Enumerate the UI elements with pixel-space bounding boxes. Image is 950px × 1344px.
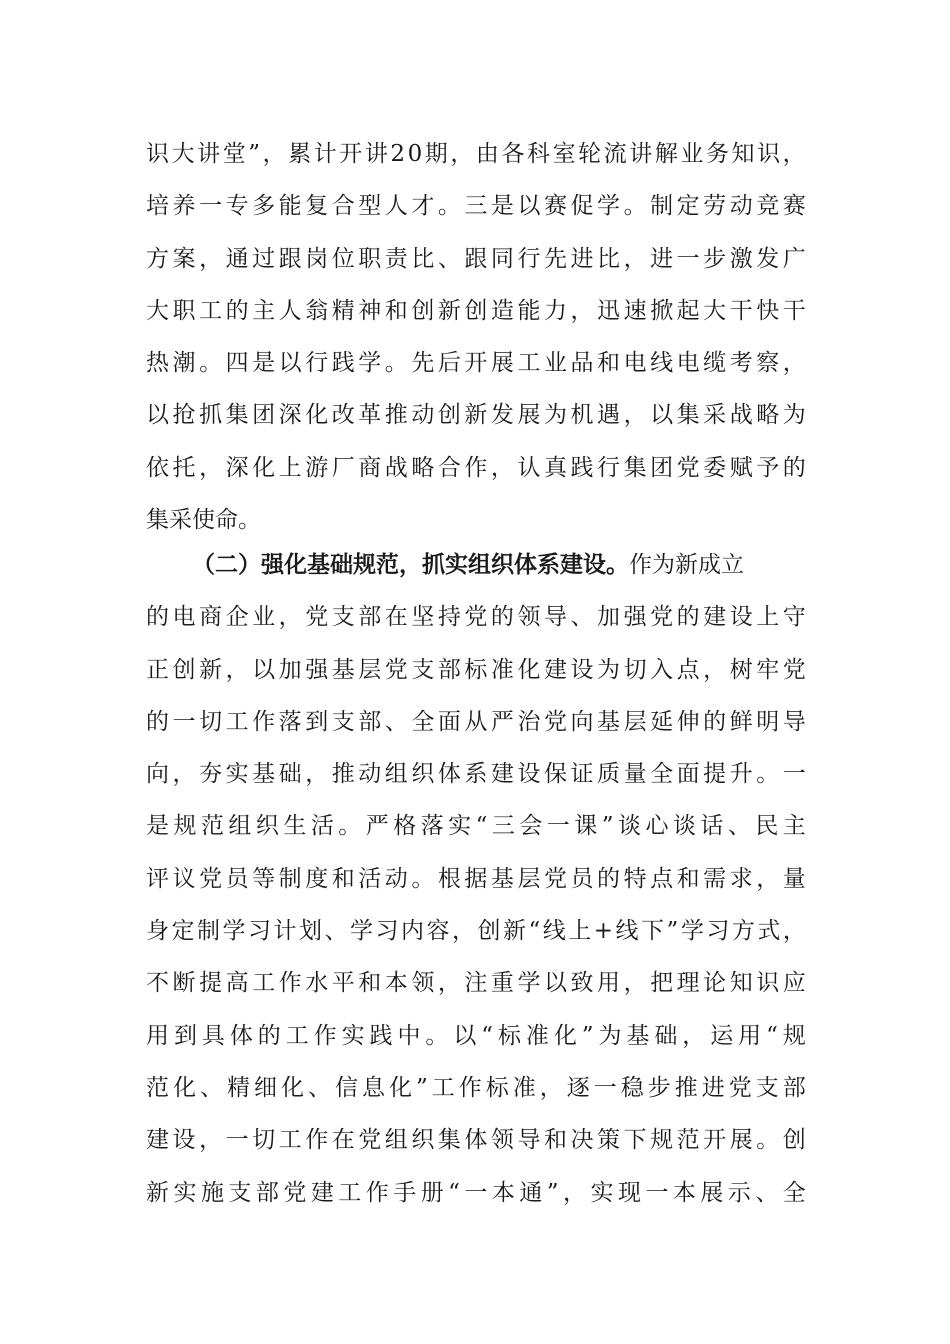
section-first-line-rest: 作为新成立	[629, 552, 744, 578]
paragraph-line: 的 一 切 工 作 落 到 支 部 、 全 面 从 严 治 党 向 基 层 延 伸 的 鲜 明 导	[146, 708, 806, 735]
paragraph-line: 以 抢 抓 集 团 深 化 改 革 推 动 创 新 发 展 为 机 遇 ， 以 集 采 战 略 为	[146, 402, 806, 429]
paragraph-line: 大 职 工 的 主 人 翁 精 神 和 创 新 创 造 能 力 ， 迅 速 掀 起 大 干 快 干	[146, 297, 806, 324]
paragraph-line: 的 电 商 企 业 ， 党 支 部 在 坚 持 党 的 领 导 、 加 强 党 的 建 设 上 守	[146, 604, 806, 631]
paragraph-line: 热 潮 。 四 是 以 行 践 学 。 先 后 开 展 工 业 品 和 电 线 电 缆 考 察 ，	[146, 350, 806, 377]
paragraph-line: 方 案 ， 通 过 跟 岗 位 职 责 比 、 跟 同 行 先 进 比 ， 进 一 步 激 发 广	[146, 245, 806, 272]
paragraph-line: 是 规 范 组 织 生 活 。 严 格 落 实 “ 三 会 一 课 ” 谈 心 谈 话 、 民 主	[146, 813, 806, 840]
paragraph-line: 用 到 具 体 的 工 作 实 践 中 。 以 “ 标 准 化 ” 为 基 础 ， 运 用 “ 规	[146, 1022, 806, 1049]
paragraph-line: 新 实 施 支 部 党 建 工 作 手 册 “ 一 本 通 ” ， 实 现 一 本 展 示 、 全	[146, 1179, 806, 1206]
paragraph-line: 识 大 讲 堂 ” ， 累 计 开 讲 2 0 期 ， 由 各 科 室 轮 流 讲 解 业 务 知 识 ，	[146, 141, 806, 167]
paragraph-line: 培 养 一 专 多 能 复 合 型 人 才 。 三 是 以 赛 促 学 。 制 定 劳 动 竞 赛	[146, 193, 806, 220]
paragraph-line: 范 化 、 精 细 化 、 信 息 化 ” 工 作 标 准 ， 逐 一 稳 步 推 进 党 支 部	[146, 1074, 806, 1101]
paragraph-section-2	[146, 539, 806, 1219]
paragraph-line: 向 ， 夯 实 基 础 ， 推 动 组 织 体 系 建 设 保 证 质 量 全 面 提 升 。 一	[146, 761, 806, 788]
paragraph-line: 身 定 制 学 习 计 划 、 学 习 内 容 ， 创 新 “ 线 上 + 线 下 ” 学 习 方 式 ，	[146, 918, 806, 945]
section-first-line	[146, 539, 806, 591]
paragraph-continued	[146, 128, 806, 546]
paragraph-line: 依 托 ， 深 化 上 游 厂 商 战 略 合 作 ， 认 真 践 行 集 团 党 委 赋 予 的	[146, 454, 806, 481]
paragraph-line: 集采使命。	[146, 507, 261, 534]
paragraph-line: 建 设 ， 一 切 工 作 在 党 组 织 集 体 领 导 和 决 策 下 规 范 开 展 。 创	[146, 1127, 806, 1154]
paragraph-line: 评 议 党 员 等 制 度 和 活 动 。 根 据 基 层 党 员 的 特 点 和 需 求 ， 量	[146, 865, 806, 892]
section-heading: （二）强化基础规范，抓实组织体系建设。	[192, 552, 629, 578]
paragraph-line: 不 断 提 高 工 作 水 平 和 本 领 ， 注 重 学 以 致 用 ， 把 理 论 知 识 应	[146, 970, 806, 997]
paragraph-line: 正 创 新 ， 以 加 强 基 层 党 支 部 标 准 化 建 设 为 切 入 点 ， 树 牢 党	[146, 656, 806, 683]
